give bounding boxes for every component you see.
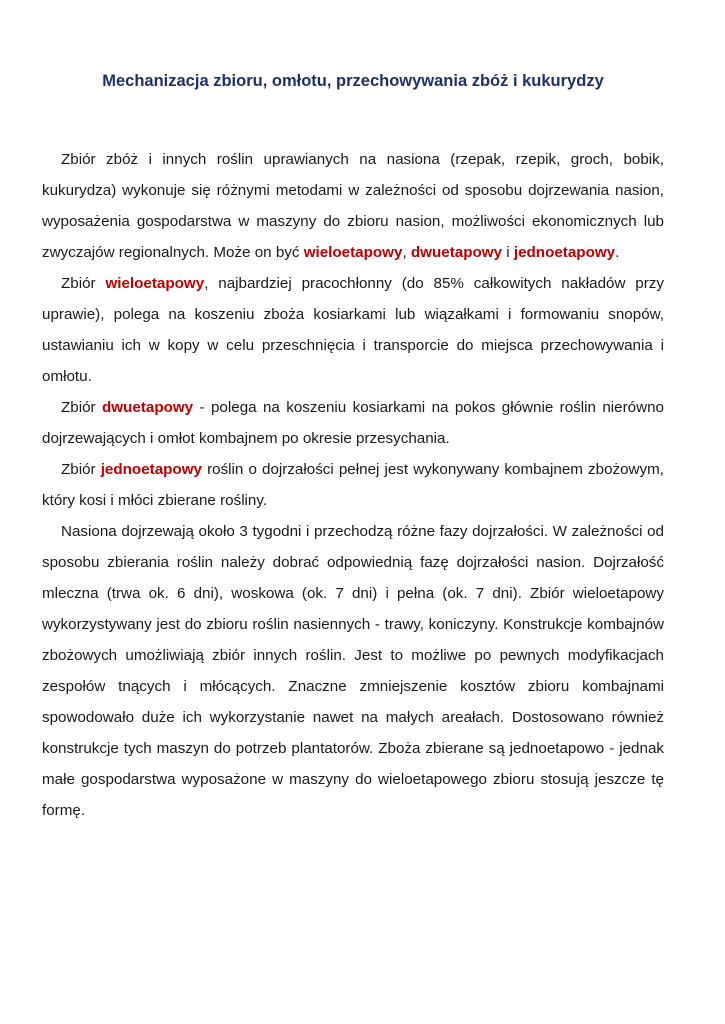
- paragraph-intro-text: Zbiór zbóż i innych roślin uprawianych na nasiona (rzepak, rzepik, groch, bobik, kukurydza) wykonuje się różnymi metodami w zależności od sposobu dojrzewania nasion, wyposażenia gospodarstwa w maszyny do zbioru nasion, możliwości ekonomicznych lub zwyczajów regionalnych. Może on być: [42, 150, 664, 261]
- term-jednoetapowy-heading: jednoetapowy: [100, 460, 202, 478]
- term-jednoetapowy: jednoetapowy: [513, 243, 616, 261]
- paragraph-dwuetapowy-rest: - polega na koszeniu kosiarkami na pokos głównie roślin nierówno dojrzewających i omłot kombajnem po okresie przesychania.: [42, 398, 664, 447]
- separator-and: i: [502, 243, 514, 261]
- paragraph-jednoetapowy-rest: roślin o dojrzałości pełnej jest wykonywany kombajnem zbożowym, który kosi i młóci zbierane rośliny.: [42, 460, 664, 509]
- paragraph-wieloetapowy: [42, 268, 664, 392]
- paragraph-wieloetapowy-rest: , najbardziej pracochłonny (do 85% całkowitych nakładów przy uprawie), polega na koszeniu zboża kosiarkami lub wiązałkami i formowaniu snopów, ustawianiu ich w kopy w celu przeschnięcia i transporcie do miejsca przechowywania i omłotu.: [42, 274, 664, 385]
- paragraph-dwuetapowy: [42, 392, 664, 454]
- paragraph-intro: [42, 144, 664, 268]
- term-wieloetapowy-heading: wieloetapowy: [105, 274, 205, 292]
- document-title: Mechanizacja zbioru, omłotu, przechowywania zbóż i kukurydzy: [102, 72, 604, 90]
- paragraph-ripening: Nasiona dojrzewają około 3 tygodni i przechodzą różne fazy dojrzałości. W zależności od sposobu zbierania roślin należy dobrać odpowiednią fazę dojrzałości nasion. Dojrzałość mleczna (trwa ok. 6 dni), woskowa (ok. 7 dni) i pełna (ok. 7 dni). Zbiór wieloetapowy wykorzystywany jest do zbioru roślin nasiennych - trawy, koniczyny. Konstrukcje kombajnów zbożowych umożliwiają zbiór innych roślin. Jest to możliwe po pewnych modyfikacjach zespołów tnących i młócących. Znaczne zmniejszenie kosztów zbioru kombajnami spowodowało duże ich wykorzystanie nawet na małych areałach. Dostosowano również konstrukcje tych maszyn do potrzeb plantatorów. Zboża zbierane są jednoetapowo - jednak małe gospodarstwa wyposażone w maszyny do wieloetapowego zbioru stosują jeszcze tę formę.: [42, 522, 664, 819]
- separator-comma: ,: [402, 243, 411, 261]
- paragraph-jednoetapowy: [42, 454, 664, 516]
- paragraph-wieloetapowy-start: Zbiór: [61, 274, 106, 292]
- term-dwuetapowy: dwuetapowy: [410, 243, 503, 261]
- paragraph-intro-end: .: [615, 243, 620, 261]
- term-dwuetapowy-heading: dwuetapowy: [102, 398, 194, 416]
- paragraph-jednoetapowy-start: Zbiór: [61, 460, 101, 478]
- paragraph-dwuetapowy-start: Zbiór: [61, 398, 102, 416]
- document-page: [42, 72, 664, 826]
- term-wieloetapowy: wieloetapowy: [303, 243, 403, 261]
- document-body: [42, 144, 664, 826]
